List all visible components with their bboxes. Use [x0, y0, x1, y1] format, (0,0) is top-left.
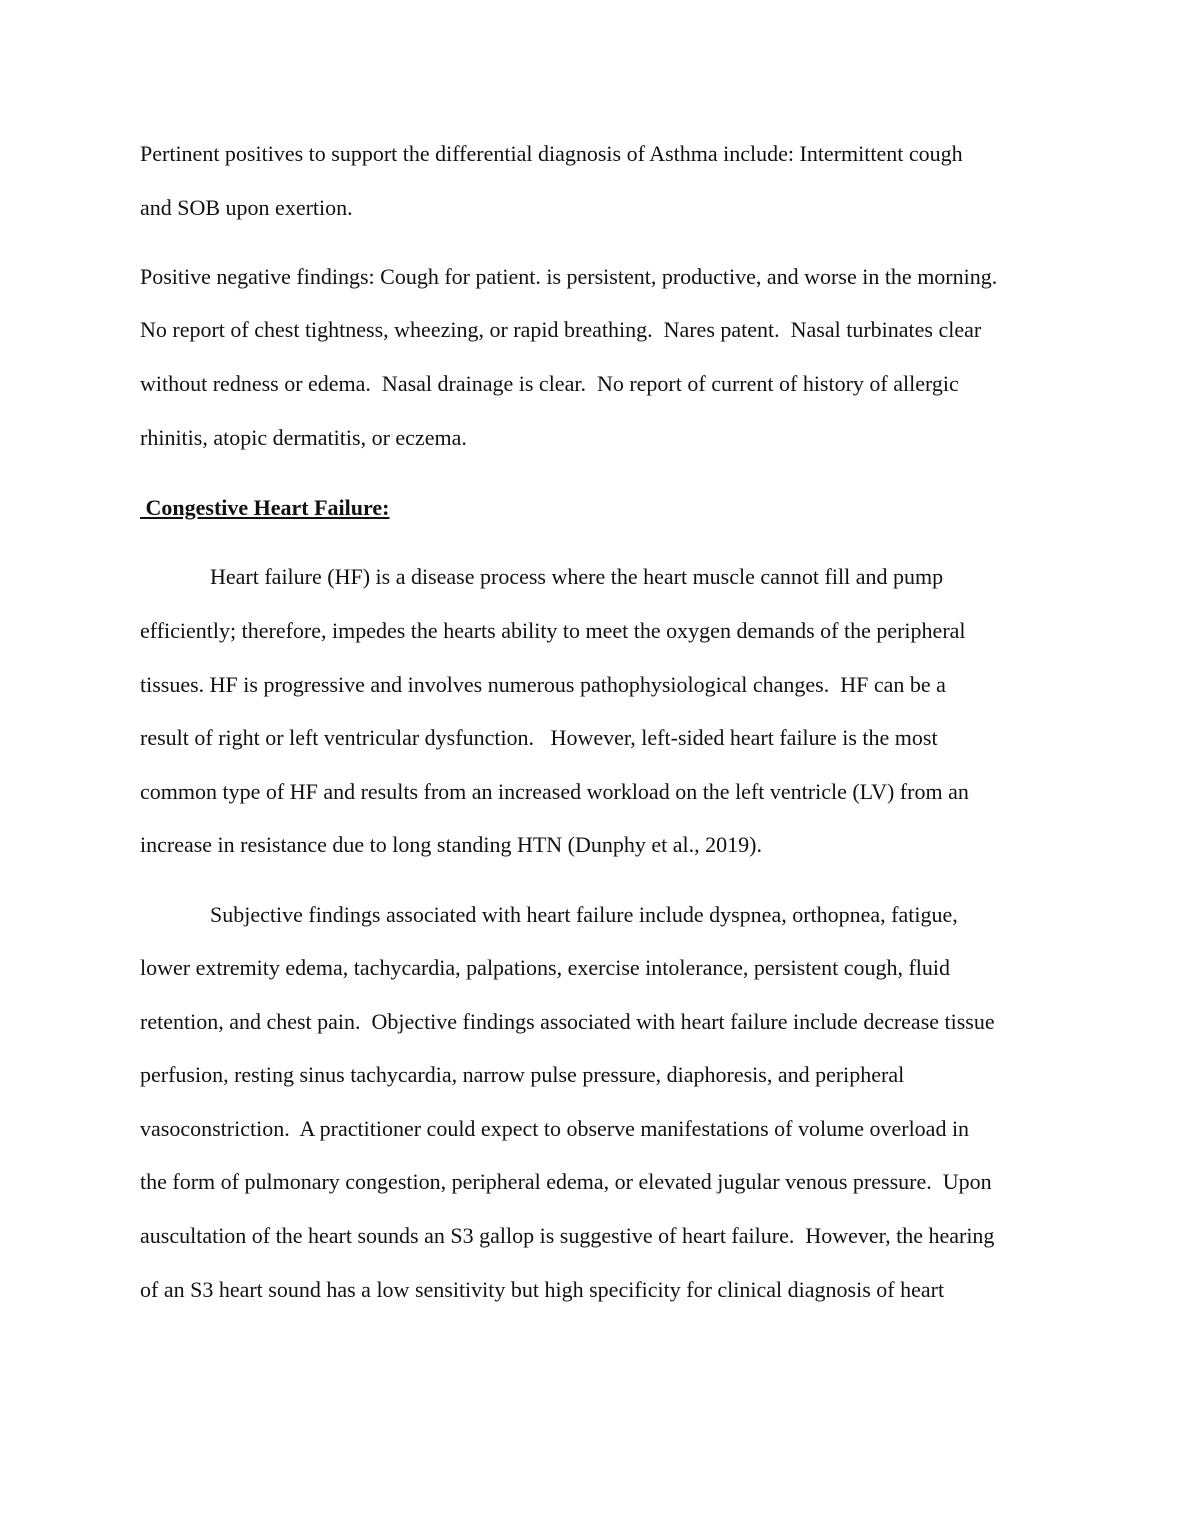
chf-paragraph-2-line-3: retention, and chest pain. Objective findings associated with heart failure include decrease tissue [140, 1009, 995, 1034]
chf-paragraph-1-line-6: increase in resistance due to long standing HTN (Dunphy et al., 2019). [140, 832, 762, 857]
asthma-negatives-line-2: No report of chest tightness, wheezing, or rapid breathing. Nares patent. Nasal turbinates clear [140, 317, 982, 342]
chf-paragraph-1-line-2: efficiently; therefore, impedes the hearts ability to meet the oxygen demands of the peripheral [140, 618, 966, 643]
asthma-positives-line-1: Pertinent positives to support the differential diagnosis of Asthma include: Intermittent cough [140, 141, 963, 166]
asthma-negatives-line-4: rhinitis, atopic dermatitis, or eczema. [140, 425, 467, 450]
chf-paragraph-2-line-1: Subjective findings associated with heart failure include dyspnea, orthopnea, fatigue, [210, 902, 958, 927]
asthma-negatives-line-3: without redness or edema. Nasal drainage is clear. No report of current of history of allergic [140, 371, 959, 396]
chf-paragraph-2-line-7: auscultation of the heart sounds an S3 gallop is suggestive of heart failure. However, the hearing [140, 1223, 995, 1248]
chf-paragraph-1-line-5: common type of HF and results from an increased workload on the left ventricle (LV) from an [140, 779, 969, 804]
chf-paragraph-2-line-2: lower extremity edema, tachycardia, palpations, exercise intolerance, persistent cough, fluid [140, 955, 951, 980]
asthma-positives-line-2: and SOB upon exertion. [140, 195, 353, 220]
chf-paragraph-1-line-1: Heart failure (HF) is a disease process where the heart muscle cannot fill and pump [210, 564, 944, 589]
chf-paragraph-1-line-3: tissues. HF is progressive and involves numerous pathophysiological changes. HF can be a [140, 672, 946, 697]
chf-paragraph-2-line-5: vasoconstriction. A practitioner could expect to observe manifestations of volume overload in [140, 1116, 970, 1141]
asthma-negatives-line-1: Positive negative findings: Cough for patient. is persistent, productive, and worse in the morning. [140, 264, 998, 289]
chf-paragraph-1-line-4: result of right or left ventricular dysfunction. However, left-sided heart failure is the most [140, 725, 938, 750]
chf-paragraph-2-line-4: perfusion, resting sinus tachycardia, narrow pulse pressure, diaphoresis, and peripheral [140, 1062, 905, 1087]
chf-paragraph-2-line-6: the form of pulmonary congestion, peripheral edema, or elevated jugular venous pressure. Upon [140, 1169, 992, 1194]
chf-heading: Congestive Heart Failure: [140, 495, 390, 520]
chf-paragraph-2-line-8: of an S3 heart sound has a low sensitivity but high specificity for clinical diagnosis of heart [140, 1277, 945, 1302]
